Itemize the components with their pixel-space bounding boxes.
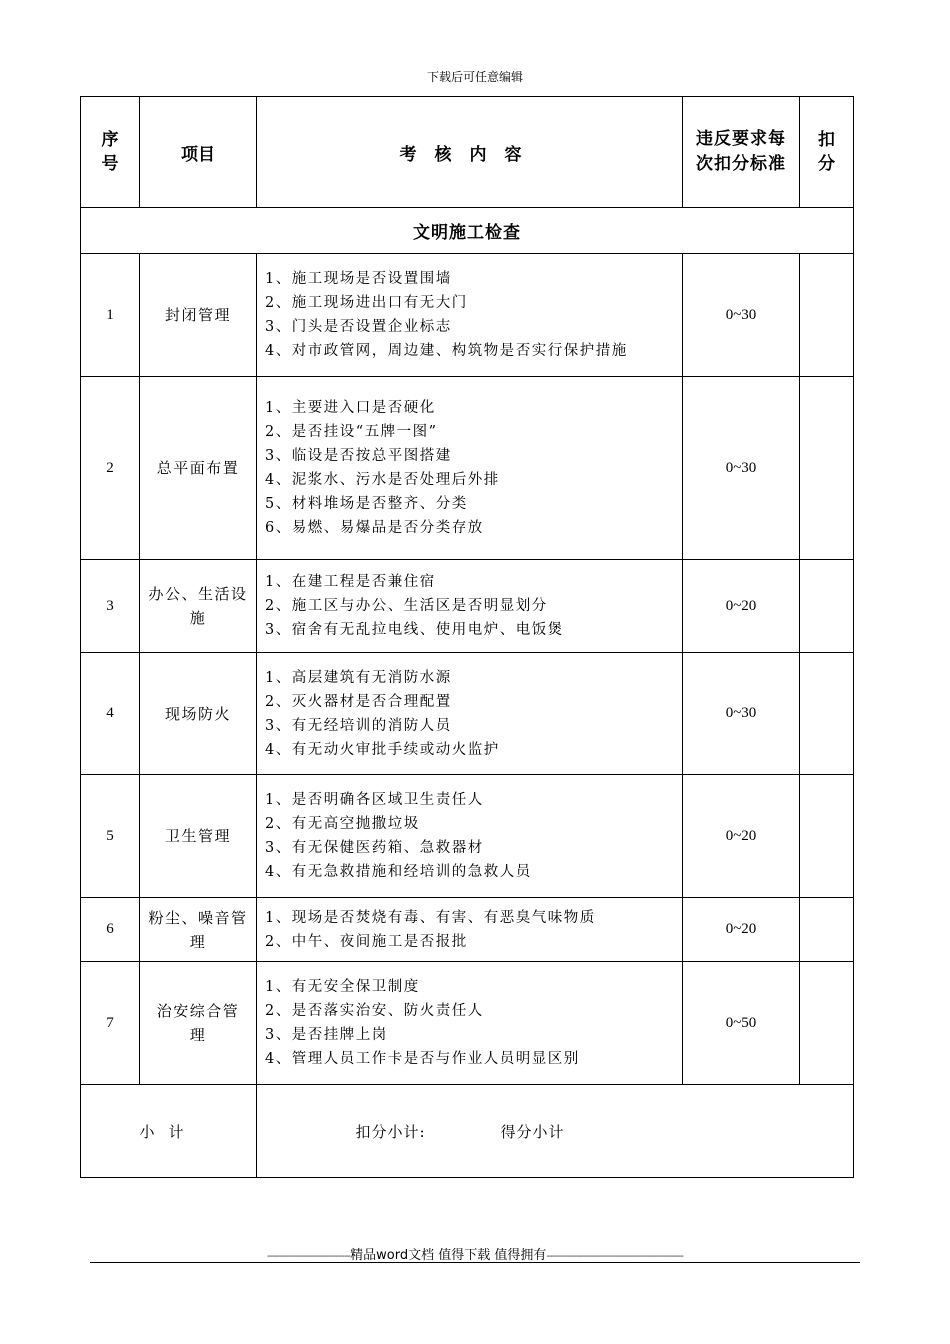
row-number: 7 [81, 962, 140, 1085]
row-content [257, 898, 683, 962]
header-content: 考核内容 [257, 97, 683, 208]
content-line: 1、现场是否焚烧有毒、有害、有恶臭气味物质 [265, 909, 596, 926]
row-deduct [800, 898, 854, 962]
content-line: 2、施工现场进出口有无大门 [265, 295, 468, 311]
content-line: 4、泥浆水、污水是否处理后外排 [265, 472, 500, 488]
content-line: 2、中午、夜间施工是否报批 [265, 933, 468, 950]
deduct-subtotal-label: 扣分小计: [355, 1122, 426, 1141]
row-content [257, 560, 683, 653]
row-number: 2 [81, 377, 140, 560]
row-number: 5 [81, 775, 140, 898]
content-line: 2、灭火器材是否合理配置 [265, 693, 452, 710]
content-line: 1、在建工程是否兼住宿 [265, 574, 436, 590]
row-standard: 0~50 [683, 962, 800, 1085]
content-line: 3、有无保健医药箱、急救器材 [265, 840, 484, 856]
row-number: 1 [81, 254, 140, 377]
content-line: 5、材料堆场是否整齐、分类 [265, 496, 468, 512]
content-line: 4、有无动火审批手续或动火监护 [265, 741, 500, 758]
row-item-line: 卫生管理 [164, 827, 231, 845]
content-line: 2、是否挂设“五牌一图” [265, 424, 438, 440]
subtotal-row [81, 1085, 854, 1178]
row-item-line: 粉尘、噪音管 [148, 908, 248, 927]
row-content [257, 775, 683, 898]
content-line: 3、宿舍有无乱拉电线、使用电炉、电饭煲 [265, 622, 564, 638]
row-item-line: 现场防火 [164, 704, 231, 723]
subtotal-values [257, 1085, 854, 1178]
content-line: 2、有无高空抛撒垃圾 [265, 816, 420, 832]
row-standard: 0~20 [683, 898, 800, 962]
section-title: 文明施工检查 [81, 208, 854, 254]
content-line: 2、施工区与办公、生活区是否明显划分 [265, 598, 548, 614]
header-row [81, 97, 854, 208]
header-seq: 序 号 [81, 97, 140, 208]
row-content [257, 653, 683, 775]
row-item-line: 理 [189, 932, 207, 951]
row-deduct [800, 962, 854, 1085]
content-line: 1、是否明确各区域卫生责任人 [265, 792, 484, 808]
row-item [140, 653, 257, 775]
subtotal-label: 小计 [81, 1085, 257, 1178]
content-line: 4、对市政管网，周边建、构筑物是否实行保护措施 [265, 343, 628, 359]
table-row [81, 377, 854, 560]
row-item-line: 总平面布置 [156, 459, 240, 477]
row-item [140, 377, 257, 560]
row-content [257, 962, 683, 1085]
row-content [257, 377, 683, 560]
content-line: 4、管理人员工作卡是否与作业人员明显区别 [265, 1051, 580, 1067]
table-row [81, 653, 854, 775]
row-item [140, 560, 257, 653]
content-line: 1、有无安全保卫制度 [265, 979, 420, 995]
content-line: 3、有无经培训的消防人员 [265, 717, 452, 734]
content-line: 1、主要进入口是否硬化 [265, 400, 436, 416]
row-item [140, 775, 257, 898]
table-row [81, 775, 854, 898]
row-item-line: 治安综合管 [156, 1002, 240, 1020]
table-row [81, 560, 854, 653]
content-line: 4、有无急救措施和经培训的急救人员 [265, 864, 532, 880]
row-number: 4 [81, 653, 140, 775]
footer-text: 精品word文档 值得下载 值得拥有 [350, 1248, 547, 1263]
row-deduct [800, 254, 854, 377]
content-line: 1、高层建筑有无消防水源 [265, 669, 452, 686]
row-standard: 0~30 [683, 377, 800, 560]
footer-rule [90, 1262, 860, 1263]
row-item [140, 898, 257, 962]
table-row [81, 962, 854, 1085]
content-line: 1、施工现场是否设置围墙 [265, 271, 452, 287]
content-line: 3、临设是否按总平图搭建 [265, 448, 452, 464]
row-deduct [800, 560, 854, 653]
section-row [81, 208, 854, 254]
row-item [140, 962, 257, 1085]
table-row [81, 898, 854, 962]
row-item-line: 办公、生活设 [148, 585, 248, 603]
row-number: 6 [81, 898, 140, 962]
row-standard: 0~20 [683, 775, 800, 898]
header-item: 项目 [140, 97, 257, 208]
row-item-line: 理 [189, 1026, 207, 1044]
row-content [257, 254, 683, 377]
top-note: 下载后可任意编辑 [426, 70, 523, 84]
score-subtotal-label: 得分小计 [500, 1122, 565, 1141]
row-deduct [800, 653, 854, 775]
row-item-line: 施 [189, 609, 207, 627]
table-row [81, 254, 854, 377]
content-line: 3、门头是否设置企业标志 [265, 319, 452, 335]
content-line: 2、是否落实治安、防火责任人 [265, 1003, 484, 1019]
inspection-table [80, 96, 854, 1178]
row-number: 3 [81, 560, 140, 653]
row-standard: 0~30 [683, 653, 800, 775]
row-item-line: 封闭管理 [164, 306, 231, 324]
row-standard: 0~20 [683, 560, 800, 653]
content-line: 6、易燃、易爆品是否分类存放 [265, 520, 484, 536]
row-deduct [800, 377, 854, 560]
content-line: 3、是否挂牌上岗 [265, 1027, 388, 1043]
footer: ----------------------------精品word文档 值得下载 值得拥有---------------------------------------------- [267, 1248, 683, 1263]
header-standard: 违反要求每 次扣分标准 [683, 97, 800, 208]
header-deduct: 扣 分 [800, 97, 854, 208]
row-deduct [800, 775, 854, 898]
row-item [140, 254, 257, 377]
row-standard: 0~30 [683, 254, 800, 377]
